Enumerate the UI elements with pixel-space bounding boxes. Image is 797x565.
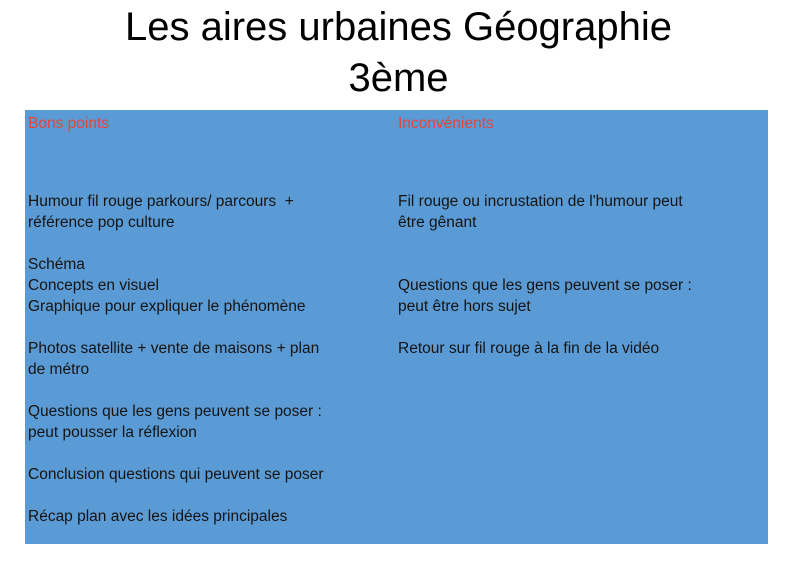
page-title-line-2: 3ème [348, 56, 449, 100]
text-line: Schéma [28, 256, 85, 273]
text-line: Photos satellite + vente de maisons + plan [28, 340, 320, 357]
text-line: Questions que les gens peuvent se poser : [28, 403, 322, 420]
text-line: Questions que les gens peuvent se poser : [398, 277, 692, 294]
text-line: de métro [28, 361, 90, 378]
text-line: Humour fil rouge parkours/ parcours + [28, 193, 294, 210]
column-bons-points [25, 110, 395, 544]
text-line: Fil rouge ou incrustation de l'humour peut [398, 193, 683, 210]
text-line: Récap plan avec les idées principales [28, 508, 288, 525]
text-line [28, 233, 389, 254]
column-header-inconvenients: Inconvénients [398, 115, 494, 132]
text-line [28, 485, 389, 506]
text-line [398, 317, 762, 338]
column-header-bons-points: Bons points [28, 115, 109, 132]
text-line: peut pousser la réflexion [28, 424, 197, 441]
column-body-bons-points [28, 191, 389, 527]
text-line [28, 380, 389, 401]
text-line: référence pop culture [28, 214, 175, 231]
text-line [28, 317, 389, 338]
text-line: peut être hors sujet [398, 298, 531, 315]
text-line: Retour sur fil rouge à la fin de la vidéo [398, 340, 660, 357]
column-body-inconvenients [398, 191, 762, 359]
comparison-table [25, 110, 768, 544]
text-line [398, 254, 762, 275]
text-line [28, 443, 389, 464]
text-line [398, 233, 762, 254]
page-title-line-1: Les aires urbaines Géographie [124, 5, 672, 49]
text-line: Conclusion questions qui peuvent se poser [28, 466, 324, 483]
text-line: être gênant [398, 214, 477, 231]
text-line: Graphique pour expliquer le phénomène [28, 298, 306, 315]
column-inconvenients [395, 110, 768, 544]
text-line: Concepts en visuel [28, 277, 159, 294]
page-title [0, 0, 797, 104]
